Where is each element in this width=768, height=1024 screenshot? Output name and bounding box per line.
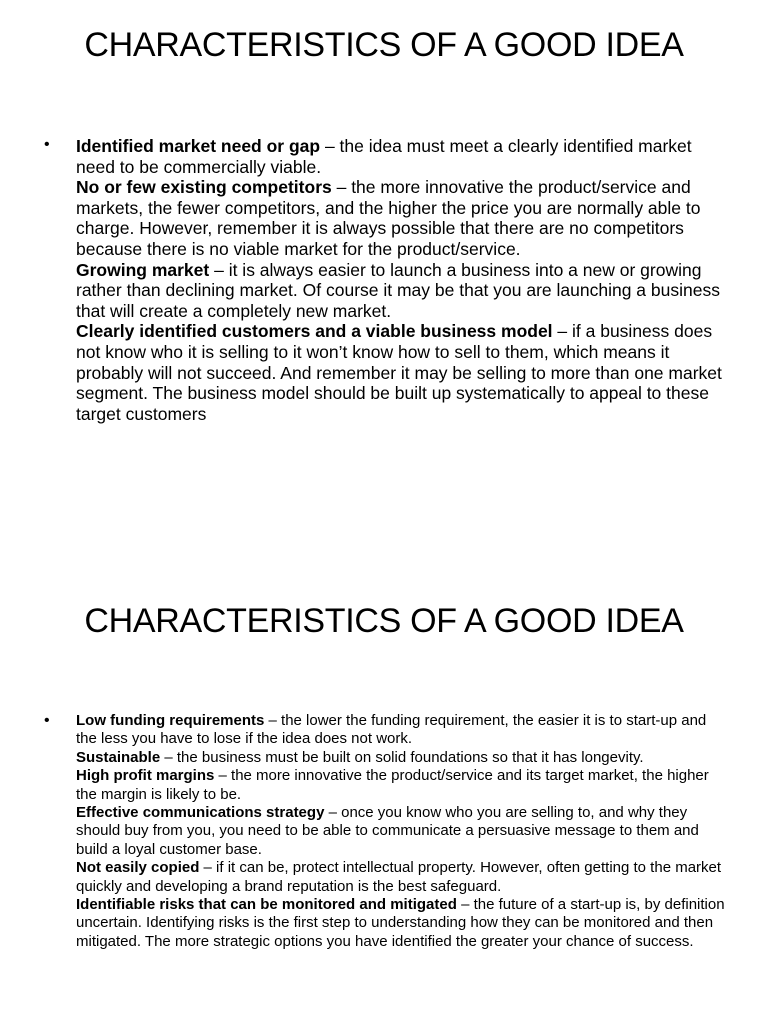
characteristic-item	[76, 859, 726, 896]
characteristic-text: – the more innovative the product/service and markets, the fewer competitors, and the higher the price you are normally able to charge. However, remember it is always possible that there are no competitors because there is no viable market for the product/service.	[76, 177, 701, 259]
characteristic-term: Not easily copied	[76, 859, 200, 877]
bullet-marker: •	[44, 136, 50, 153]
characteristic-text: – if a business does not know who it is selling to it won’t know how to sell to them, which means it probably will not succeed. And remember it may be selling to more than one market segment. The business model should be built up systematically to appeal to these target customers	[76, 321, 722, 424]
characteristic-term: Low funding requirements	[76, 712, 265, 729]
characteristic-term: High profit margins	[76, 767, 215, 785]
characteristic-item	[76, 321, 726, 424]
characteristic-item	[76, 260, 726, 322]
characteristic-term: Identified market need or gap	[76, 136, 321, 156]
slide-title: CHARACTERISTICS OF A GOOD IDEA	[84, 602, 684, 640]
characteristic-text: – once you know who you are selling to, and why they should buy from you, you need to be able to communicate a persuasive message to them and build a loyal customer base.	[76, 804, 699, 858]
characteristic-item	[76, 804, 726, 859]
characteristic-text: – the idea must meet a clearly identified market need to be commercially viable.	[76, 136, 692, 177]
characteristic-text: – the business must be built on solid foundations so that it has longevity.	[160, 748, 644, 766]
characteristic-item	[76, 712, 726, 749]
characteristic-item	[76, 767, 726, 804]
characteristic-item	[76, 177, 726, 259]
characteristic-term: Growing market	[76, 259, 210, 280]
characteristic-text: – the lower the funding requirement, the easier it is to start-up and the less you have to lose if the idea does not work.	[76, 712, 707, 748]
characteristic-item	[76, 896, 726, 951]
characteristic-text: – it is always easier to launch a business into a new or growing rather than declining market. Of course it may be that you are launching a business that will create a completely new market.	[76, 259, 720, 321]
characteristic-term: Identifiable risks that can be monitored and mitigated	[76, 896, 457, 914]
characteristic-term: Effective communications strategy	[76, 804, 325, 822]
characteristic-text: – if it can be, protect intellectual property. However, often getting to the market quickly and developing a brand reputation is the best safeguard.	[76, 859, 722, 895]
slide-2	[0, 576, 768, 1024]
characteristic-term: Sustainable	[76, 748, 161, 766]
characteristic-item	[76, 749, 726, 767]
characteristic-text: – the future of a start-up is, by definition uncertain. Identifying risks is the first step to understanding how they can be monitored and then mitigated. The more strategic options you have identified the greater your chance of success.	[76, 896, 725, 950]
bullet-body	[76, 712, 726, 951]
slide-title: CHARACTERISTICS OF A GOOD IDEA	[84, 26, 684, 64]
bullet-body	[76, 136, 726, 424]
characteristic-text: – the more innovative the product/service and its target market, the higher the margin is likely to be.	[76, 767, 709, 803]
bullet-marker: •	[44, 712, 50, 729]
characteristic-item	[76, 136, 726, 177]
characteristic-term: Clearly identified customers and a viable business model	[76, 321, 553, 342]
characteristic-term: No or few existing competitors	[76, 177, 332, 198]
